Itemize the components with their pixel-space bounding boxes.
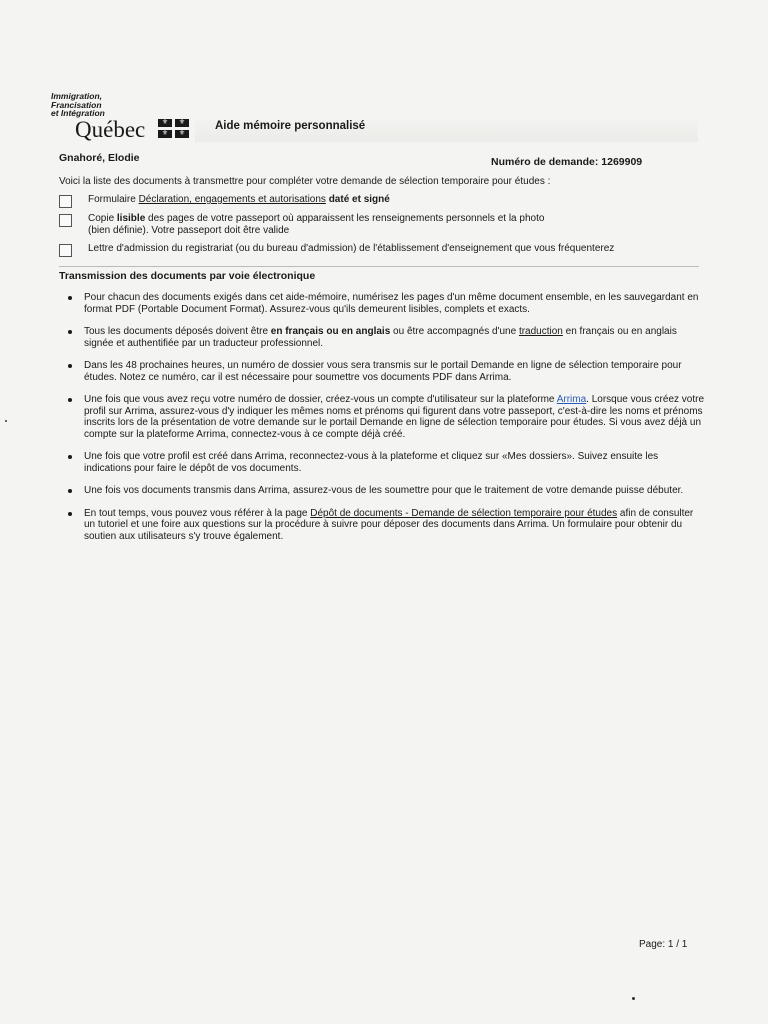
applicant-name: Gnahoré, Elodie [59,152,140,164]
list-item: Une fois vos documents transmis dans Arrima, assurez-vous de les soumettre pour que le traitement de votre demande puisse débuter. [66,485,706,497]
fleur-de-lis-icon: ⚜ [158,119,172,127]
list-item: Dans les 48 prochaines heures, un numéro de dossier vous sera transmis sur le portail Demande en ligne de sélection temporaire pour études. Notez ce numéro, car il est nécessaire pour soumettre vos documents PDF dans Arrima. [66,360,706,383]
checklist-item [59,213,699,239]
document-title: Aide mémoire personnalisé [215,120,366,132]
scan-speck [632,997,635,1000]
translation-link[interactable]: traduction [518,326,563,337]
quebec-flag-icon [158,119,190,139]
checklist-item-text: Copie lisible des pages de votre passeport où apparaissent les renseignements personnels et la photo (bien définie). Votre passeport doit être valide [88,213,545,236]
page-number: Page: 1 / 1 [639,939,688,950]
intro-text: Voici la liste des documents à transmettre pour compléter votre demande de sélection temporaire pour études : [59,176,551,187]
checklist-item-text: Lettre d'admission du registrariat (ou du bureau d'admission) de l'établissement d'enseignement que vous fréquenterez [88,243,615,254]
list-item: Pour chacun des documents exigés dans cet aide-mémoire, numérisez les pages d'un même document ensemble, en les sauvegardant en format PDF (Portable Document Format). Assurez-vous qu'ils demeurent lisibles, complets et exacts. [66,292,706,315]
list-item: En tout temps, vous pouvez vous référer à la page Dépôt de documents - Demande de sélection temporaire pour études afin de consulter un tutoriel et une foire aux questions sur la procédure à suivre pour déposer des documents dans Arrima. Un formulaire pour obtenir du soutien aux utilisateurs s'y trouve également. [66,508,706,543]
ministry-line-2: Francisation [51,99,102,110]
list-item: Tous les documents déposés doivent être en français ou en anglais ou être accompagnés d'une traduction en français ou en anglais signée et authentifiée par un traducteur professionnel. [66,326,706,349]
fleur-de-lis-icon: ⚜ [158,130,172,138]
ministry-line-1: Immigration, [51,91,103,101]
request-number: Numéro de demande: 1269909 [491,156,643,168]
list-item: Une fois que votre profil est créé dans Arrima, reconnectez-vous à la plateforme et cliquez sur «Mes dossiers». Suivez ensuite les indications pour faire le dépôt de vos documents. [66,451,706,474]
section-divider [59,266,699,267]
ministry-name [51,92,105,118]
checklist-item [59,194,699,208]
instructions-list [66,292,706,553]
scan-speck [5,420,7,422]
quebec-logo-text: Québec [75,117,146,142]
checkbox[interactable] [59,244,72,257]
form-link[interactable]: Déclaration, engagements et autorisations [138,194,326,205]
checklist-item-text: Formulaire Déclaration, engagements et autorisations daté et signé [88,194,390,205]
section-title: Transmission des documents par voie électronique [59,270,316,282]
list-item: Une fois que vous avez reçu votre numéro de dossier, créez-vous un compte d'utilisateur sur la plateforme Arrima. Lorsque vous créez votre profil sur Arrima, assurez-vous d'y indiquer les mêmes noms et prénoms qui figurent dans votre passeport, c'est-à-dire les noms et prénoms inscrits lors de la présentation de votre demande sur le portail Demande en ligne de sélection temporaire pour études. Si vous avez déjà un compte sur la plateforme Arrima, connectez-vous à ce compte déjà créé. [66,394,706,440]
checkbox[interactable] [59,214,72,227]
checkbox[interactable] [59,195,72,208]
document-deposit-link[interactable]: Dépôt de documents - Demande de sélection temporaire pour études [310,507,618,519]
ministry-line-3: et Intégration [51,108,105,118]
fleur-de-lis-icon: ⚜ [175,130,189,138]
fleur-de-lis-icon: ⚜ [175,119,189,127]
checklist-item [59,243,699,257]
arrima-link[interactable]: Arrima [556,394,587,405]
